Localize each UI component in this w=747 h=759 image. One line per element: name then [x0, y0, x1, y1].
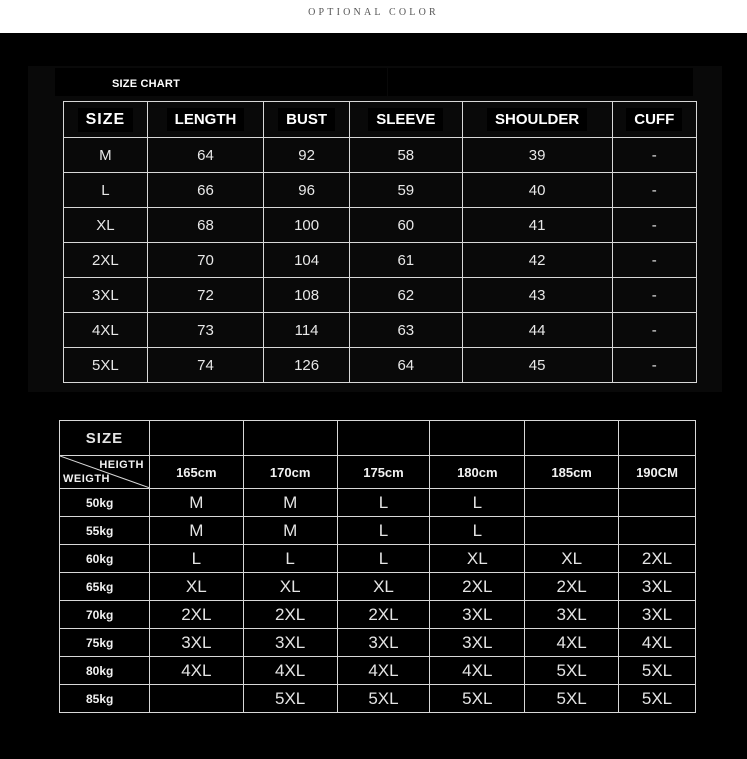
- cell-length: 64: [147, 138, 264, 173]
- size-cell: L: [430, 489, 525, 517]
- table-row: [64, 278, 697, 313]
- column-header-size: [64, 102, 148, 138]
- size-cell: M: [149, 517, 243, 545]
- blank-header-cell: [430, 421, 525, 456]
- table-row: [60, 601, 696, 629]
- cell-size: 5XL: [64, 348, 148, 383]
- cell-cuff: -: [612, 243, 696, 278]
- size-cell: 2XL: [430, 573, 525, 601]
- table-row: [64, 313, 697, 348]
- height-header: 175cm: [337, 456, 430, 489]
- height-axis-label: HEIGTH: [99, 459, 144, 471]
- cell-sleeve: 59: [349, 173, 462, 208]
- table-row: [64, 173, 697, 208]
- size-cell: 3XL: [430, 601, 525, 629]
- size-cell: 2XL: [337, 601, 430, 629]
- cell-length: 74: [147, 348, 264, 383]
- height-weight-size-table: [59, 420, 696, 713]
- cell-length: 66: [147, 173, 264, 208]
- blank-header-cell: [243, 421, 337, 456]
- size-cell: XL: [525, 545, 619, 573]
- cell-size: 3XL: [64, 278, 148, 313]
- cell-size: L: [64, 173, 148, 208]
- cell-bust: 104: [264, 243, 350, 278]
- column-header-shoulder: [462, 102, 612, 138]
- cell-bust: 126: [264, 348, 350, 383]
- table-row: [64, 348, 697, 383]
- cell-cuff: -: [612, 313, 696, 348]
- size-cell: 4XL: [149, 657, 243, 685]
- cell-sleeve: 58: [349, 138, 462, 173]
- cell-size: 2XL: [64, 243, 148, 278]
- size-cell: 3XL: [243, 629, 337, 657]
- height-header: 165cm: [149, 456, 243, 489]
- size-cell: [525, 517, 619, 545]
- blank-header-cell: [337, 421, 430, 456]
- size-cell: 4XL: [525, 629, 619, 657]
- size-cell: 3XL: [525, 601, 619, 629]
- table-row: [60, 573, 696, 601]
- weight-label: 50kg: [60, 489, 150, 517]
- column-header-cuff: [612, 102, 696, 138]
- size-cell: XL: [149, 573, 243, 601]
- size-cell: 3XL: [430, 629, 525, 657]
- size-cell: [525, 489, 619, 517]
- column-header-sleeve: [349, 102, 462, 138]
- column-header-bust: [264, 102, 350, 138]
- size-cell: M: [243, 489, 337, 517]
- column-header-length: [147, 102, 264, 138]
- column-header-label: SLEEVE: [368, 108, 443, 131]
- cell-cuff: -: [612, 278, 696, 313]
- cell-length: 70: [147, 243, 264, 278]
- cell-sleeve: 63: [349, 313, 462, 348]
- table-row: [60, 517, 696, 545]
- label-bar-right: [388, 68, 693, 96]
- weight-label: 85kg: [60, 685, 150, 713]
- cell-cuff: -: [612, 138, 696, 173]
- weight-label: 70kg: [60, 601, 150, 629]
- size-cell: 5XL: [525, 657, 619, 685]
- cell-shoulder: 42: [462, 243, 612, 278]
- height-header: 170cm: [243, 456, 337, 489]
- cell-sleeve: 60: [349, 208, 462, 243]
- size-cell: 4XL: [430, 657, 525, 685]
- cell-cuff: -: [612, 173, 696, 208]
- size-cell: 2XL: [243, 601, 337, 629]
- weight-label: 65kg: [60, 573, 150, 601]
- weight-label: 60kg: [60, 545, 150, 573]
- cell-shoulder: 45: [462, 348, 612, 383]
- size-chart-label: SIZE CHART: [112, 78, 180, 90]
- cell-length: 72: [147, 278, 264, 313]
- label-bar: [55, 68, 387, 96]
- size-cell: XL: [243, 573, 337, 601]
- size-cell: [149, 685, 243, 713]
- table-row: [64, 208, 697, 243]
- size-cell: XL: [430, 545, 525, 573]
- column-header-label: SHOULDER: [487, 108, 587, 131]
- table-row: [60, 657, 696, 685]
- table-header-row: [64, 102, 697, 138]
- size-cell: 5XL: [430, 685, 525, 713]
- table-row: [60, 629, 696, 657]
- cell-sleeve: 61: [349, 243, 462, 278]
- blank-header-cell: [149, 421, 243, 456]
- table-row: [60, 545, 696, 573]
- size-cell: 3XL: [619, 601, 696, 629]
- size-cell: 4XL: [619, 629, 696, 657]
- cell-shoulder: 41: [462, 208, 612, 243]
- height-header: 180cm: [430, 456, 525, 489]
- table-row: [60, 685, 696, 713]
- cell-bust: 114: [264, 313, 350, 348]
- cell-bust: 96: [264, 173, 350, 208]
- size-cell: 2XL: [149, 601, 243, 629]
- size-cell: M: [149, 489, 243, 517]
- cell-cuff: -: [612, 208, 696, 243]
- size-cell: 2XL: [525, 573, 619, 601]
- size-cell: 5XL: [243, 685, 337, 713]
- cell-size: XL: [64, 208, 148, 243]
- cell-shoulder: 39: [462, 138, 612, 173]
- height-weight-corner-cell: [60, 456, 150, 489]
- size-cell: 5XL: [525, 685, 619, 713]
- height-header: 185cm: [525, 456, 619, 489]
- height-header: 190CM: [619, 456, 696, 489]
- size-cell: L: [337, 517, 430, 545]
- cell-size: M: [64, 138, 148, 173]
- column-header-label: BUST: [278, 108, 335, 131]
- header-bar: [0, 0, 747, 33]
- cell-size: 4XL: [64, 313, 148, 348]
- size-cell: 4XL: [243, 657, 337, 685]
- weight-label: 80kg: [60, 657, 150, 685]
- size-cell: L: [337, 489, 430, 517]
- cell-bust: 92: [264, 138, 350, 173]
- size-cell: M: [243, 517, 337, 545]
- size-cell: 5XL: [337, 685, 430, 713]
- blank-header-cell: [525, 421, 619, 456]
- table-header-row: [60, 421, 696, 456]
- size-cell: L: [149, 545, 243, 573]
- garment-size-table: [63, 101, 697, 383]
- size-cell: L: [243, 545, 337, 573]
- size-cell: 3XL: [337, 629, 430, 657]
- weight-label: 55kg: [60, 517, 150, 545]
- size-cell: 5XL: [619, 685, 696, 713]
- table-row: [64, 138, 697, 173]
- size-header-cell: [60, 421, 150, 456]
- size-cell: 4XL: [337, 657, 430, 685]
- cell-bust: 108: [264, 278, 350, 313]
- column-header-label: SIZE: [78, 108, 134, 132]
- size-cell: 3XL: [619, 573, 696, 601]
- cell-shoulder: 43: [462, 278, 612, 313]
- cell-cuff: -: [612, 348, 696, 383]
- column-header-label: CUFF: [626, 108, 682, 131]
- size-cell: L: [430, 517, 525, 545]
- cell-sleeve: 64: [349, 348, 462, 383]
- size-cell: L: [337, 545, 430, 573]
- size-cell: 3XL: [149, 629, 243, 657]
- size-header-label: SIZE: [74, 426, 135, 451]
- cell-shoulder: 40: [462, 173, 612, 208]
- weight-axis-label: WEIGTH: [63, 473, 110, 485]
- size-cell: 5XL: [619, 657, 696, 685]
- cell-length: 73: [147, 313, 264, 348]
- table-row: [60, 489, 696, 517]
- height-header-row: [60, 456, 696, 489]
- header-title: OPTIONAL COLOR: [308, 7, 439, 18]
- size-cell: 2XL: [619, 545, 696, 573]
- cell-shoulder: 44: [462, 313, 612, 348]
- cell-bust: 100: [264, 208, 350, 243]
- size-cell: [619, 517, 696, 545]
- blank-header-cell: [619, 421, 696, 456]
- weight-label: 75kg: [60, 629, 150, 657]
- cell-sleeve: 62: [349, 278, 462, 313]
- column-header-label: LENGTH: [167, 108, 245, 131]
- size-cell: XL: [337, 573, 430, 601]
- table-row: [64, 243, 697, 278]
- size-cell: [619, 489, 696, 517]
- cell-length: 68: [147, 208, 264, 243]
